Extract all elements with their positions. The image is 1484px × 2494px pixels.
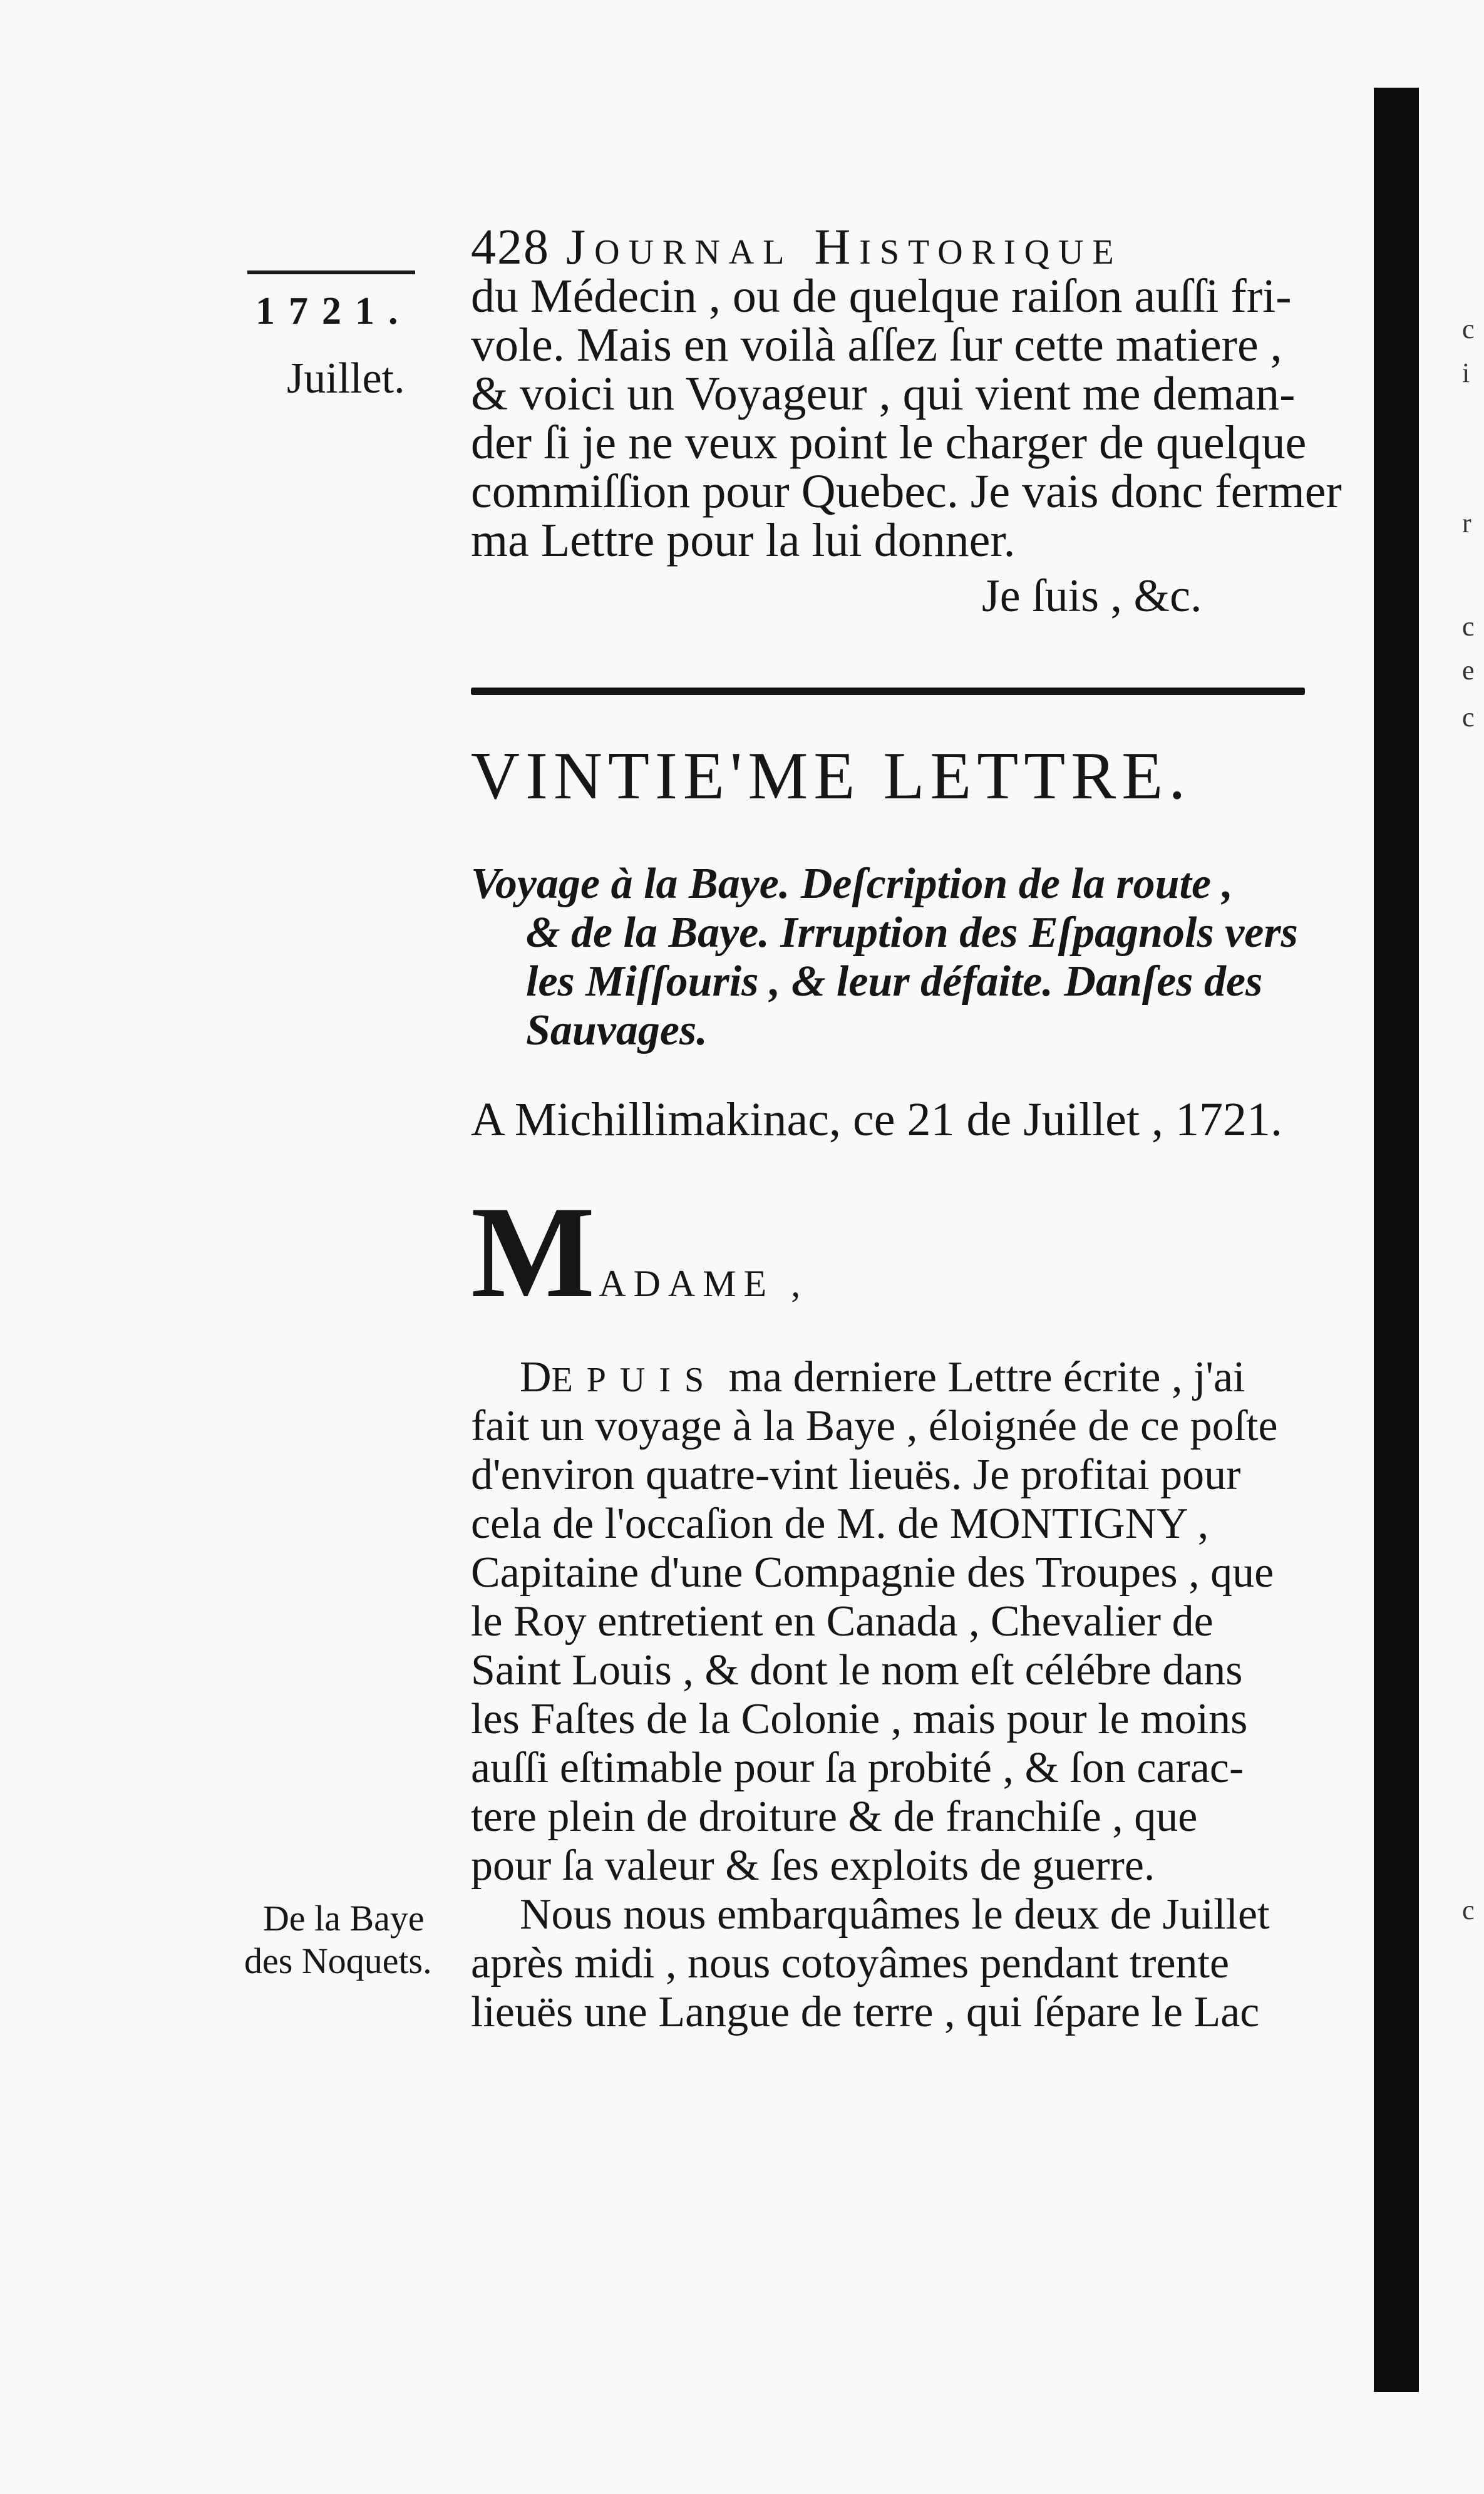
edge-fragment: e [1462, 655, 1475, 686]
text-line: vole. Mais en voilà aſſez ſur cette matiere , [471, 319, 1282, 371]
body-line: fait un voyage à la Baye , éloignée de ce poſte [471, 1402, 1278, 1450]
section-rule [471, 688, 1305, 695]
first-word-rest: EPUIS [551, 1361, 718, 1399]
first-word-initial: D [520, 1353, 552, 1401]
body-line: lieuës une Langue de terre , qui ſépare le Lac [471, 1988, 1260, 2036]
body-line: cela de l'occaſion de M. de MONTIGNY , [471, 1500, 1209, 1548]
letter-title: VINTIE'ME LETTRE. [471, 739, 1192, 813]
edge-fragment: c [1462, 1895, 1475, 1925]
margin-rule [247, 271, 415, 274]
running-head [471, 219, 1123, 276]
edge-fragment: r [1462, 508, 1471, 538]
drop-initial: M [471, 1180, 595, 1325]
page-binding-shadow [1374, 88, 1419, 2392]
dateline: A Michillimakinac, ce 21 de Juillet , 1721. [471, 1093, 1282, 1146]
summary-line: Voyage à la Baye. Deſcription de la route , [471, 860, 1234, 908]
first-line-rest: ma derniere Lettre écrite , j'ai [718, 1353, 1245, 1401]
text-line: commiſſion pour Quebec. Je vais donc fermer [471, 465, 1342, 518]
body-line: d'environ quatre-vint lieuës. Je profitai pour [471, 1451, 1241, 1499]
body-line: Saint Louis , & dont le nom eſt célébre dans [471, 1646, 1243, 1694]
running-title: Journal Historique [566, 220, 1123, 275]
page-number: 428 [471, 220, 550, 275]
edge-fragment: c [1462, 611, 1475, 642]
body-line: le Roy entretient en Canada , Chevalier de [471, 1597, 1213, 1646]
edge-fragment: i [1462, 358, 1470, 388]
margin-year: 1721. [255, 290, 412, 332]
text-line: ma Lettre pour la lui donner. [471, 514, 1016, 567]
body-line: pour ſa valeur & ſes exploits de guerre. [471, 1842, 1155, 1890]
text-line: der ſi je ne veux point le charger de quelque [471, 416, 1307, 469]
text-line: du Médecin , ou de quelque raiſon auſſi fri- [471, 270, 1292, 322]
summary-line: les Miſſouris , & leur défaite. Danſes des [526, 957, 1263, 1006]
margin-month: Juillet. [287, 354, 405, 403]
salutation [471, 1180, 808, 1325]
edge-fragment: c [1462, 702, 1475, 733]
body-line: après midi , nous cotoyâmes pendant trente [471, 1939, 1230, 1987]
body-line: tere plein de droiture & de franchiſe , que [471, 1793, 1198, 1841]
summary-line: Sauvages. [526, 1006, 708, 1054]
summary-line: & de la Baye. Irruption des Eſpagnols vers [526, 909, 1298, 957]
body-line: Capitaine d'une Compagnie des Troupes , que [471, 1548, 1274, 1597]
edge-fragment: c [1462, 314, 1475, 344]
margin-note: des Noquets. [244, 1940, 432, 1981]
sign-off: Je ſuis , &c. [982, 570, 1202, 622]
body-line: les Faſtes de la Colonie , mais pour le moins [471, 1695, 1248, 1743]
margin-note: De la Baye [263, 1898, 425, 1939]
body-line: auſſi eſtimable pour ſa probité , & ſon carac- [471, 1744, 1244, 1792]
text-line: & voici un Voyageur , qui vient me deman- [471, 368, 1296, 420]
salutation-rest: ADAME , [599, 1263, 808, 1304]
body-line: Nous nous embarquâmes le deux de Juillet [520, 1890, 1270, 1939]
first-body-line [520, 1353, 1245, 1403]
